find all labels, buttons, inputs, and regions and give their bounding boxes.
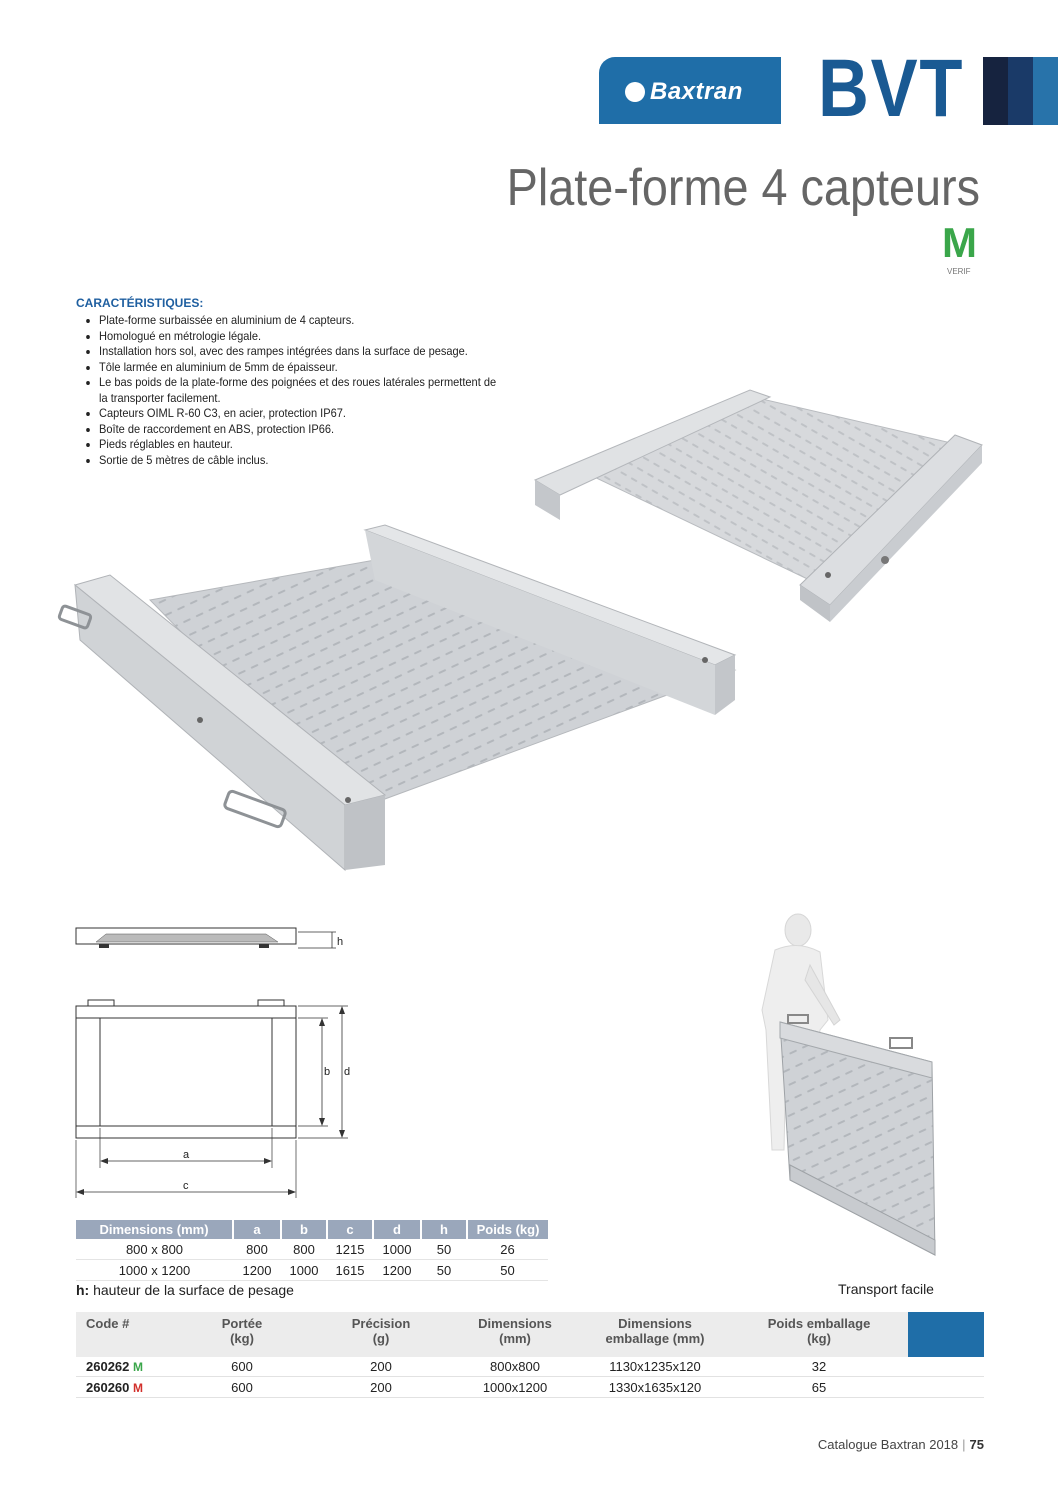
model-code: BVT bbox=[818, 43, 965, 134]
code-value: 260260 bbox=[86, 1380, 130, 1395]
drawing-label-d: d bbox=[344, 1066, 351, 1078]
feature-item: • Le bas poids de la plate-forme des poignées et des roues latérales permettent de la transporter facilement. bbox=[99, 375, 504, 406]
metrology-badge-red: M bbox=[133, 1381, 144, 1395]
feature-item: • Plate-forme surbaissée en aluminium de 4 capteurs. bbox=[99, 313, 504, 329]
drawing-label-c: c bbox=[183, 1180, 189, 1192]
table-cell: 800 bbox=[281, 1239, 327, 1260]
header-dimensions-emballage bbox=[595, 1316, 715, 1346]
header-dimemb-line1: Dimensions bbox=[618, 1316, 692, 1331]
page-footer bbox=[818, 1437, 984, 1452]
table-cell: 1000 bbox=[373, 1239, 421, 1260]
emballage-value: 1330x1635x120 bbox=[608, 1380, 702, 1395]
feature-item: • Sortie de 5 mètres de câble inclus. bbox=[99, 453, 504, 469]
portee-value: 600 bbox=[231, 1380, 253, 1395]
header-poids-line2: (kg) bbox=[807, 1331, 831, 1346]
emballage-value: 1130x1235x120 bbox=[609, 1359, 701, 1374]
header-dimensions bbox=[465, 1316, 565, 1346]
drawing-label-b: b bbox=[324, 1066, 331, 1078]
table-cell: 50 bbox=[421, 1239, 467, 1260]
row-divider bbox=[76, 1376, 984, 1377]
features-list bbox=[88, 313, 504, 468]
column-header: Dimensions (mm) bbox=[76, 1220, 233, 1239]
column-header: a bbox=[233, 1220, 281, 1239]
product-table-header-accent bbox=[908, 1312, 984, 1357]
baxtran-logo-icon bbox=[625, 82, 645, 102]
metrology-badge: M bbox=[942, 219, 977, 266]
page-title: Plate-forme 4 capteurs bbox=[506, 159, 980, 217]
column-header: c bbox=[327, 1220, 373, 1239]
h-note bbox=[76, 1282, 294, 1298]
column-header: b bbox=[281, 1220, 327, 1239]
poids-value: 65 bbox=[811, 1380, 827, 1395]
metrology-badge-green: M bbox=[133, 1360, 144, 1374]
header-dimensions-line2: (mm) bbox=[499, 1331, 531, 1346]
features-heading: CARACTÉRISTIQUES: bbox=[76, 296, 204, 310]
header-precision bbox=[336, 1316, 426, 1346]
product-code bbox=[86, 1359, 143, 1374]
feature-item: • Capteurs OIML R-60 C3, en acier, protection IP67. bbox=[99, 406, 504, 422]
header-portee bbox=[202, 1316, 282, 1346]
table-row bbox=[76, 1260, 548, 1281]
dimensions-table-header bbox=[76, 1220, 548, 1239]
column-header: h bbox=[421, 1220, 467, 1239]
h-note-text: hauteur de la surface de pesage bbox=[89, 1282, 294, 1298]
drawing-label-h: h bbox=[337, 936, 344, 948]
header-code: Code # bbox=[86, 1316, 130, 1331]
h-note-key: h: bbox=[76, 1282, 90, 1298]
feature-item: • Tôle larmée en aluminium de 5mm de épaisseur. bbox=[99, 360, 504, 376]
header-portee-line2: (kg) bbox=[230, 1331, 254, 1346]
product-code bbox=[86, 1380, 143, 1395]
verif-label: VERIF bbox=[947, 267, 971, 276]
header-precision-line1: Précision bbox=[351, 1316, 411, 1331]
transport-photo bbox=[750, 910, 950, 1275]
table-cell: 26 bbox=[467, 1239, 548, 1260]
page-number: 75 bbox=[969, 1437, 984, 1452]
poids-value: 32 bbox=[811, 1359, 827, 1374]
platform-photo-large bbox=[55, 520, 745, 880]
photo-caption: Transport facile bbox=[838, 1281, 934, 1297]
column-header: d bbox=[373, 1220, 421, 1239]
feature-item: • Homologué en métrologie légale. bbox=[99, 329, 504, 345]
table-cell: 1200 bbox=[233, 1260, 281, 1281]
brand-name: Baxtran bbox=[650, 78, 743, 105]
table-cell: 800 x 800 bbox=[76, 1239, 233, 1260]
code-value: 260262 bbox=[86, 1359, 130, 1374]
dimensions-table bbox=[76, 1220, 548, 1281]
feature-item: • Pieds réglables en hauteur. bbox=[99, 437, 504, 453]
header-dimensions-line1: Dimensions bbox=[478, 1316, 552, 1331]
table-cell: 50 bbox=[467, 1260, 548, 1281]
dimensions-value: 800x800 bbox=[490, 1359, 540, 1374]
header-poids-line1: Poids emballage bbox=[767, 1316, 871, 1331]
table-cell: 50 bbox=[421, 1260, 467, 1281]
table-cell: 1215 bbox=[327, 1239, 373, 1260]
header-precision-line2: (g) bbox=[372, 1331, 390, 1346]
accent-bar-1 bbox=[983, 57, 1008, 125]
feature-item: • Installation hors sol, avec des rampes intégrées dans la surface de pesage. bbox=[99, 344, 504, 360]
accent-bar-3 bbox=[1033, 57, 1058, 125]
table-cell: 800 bbox=[233, 1239, 281, 1260]
footer-catalogue: Catalogue Baxtran 2018 bbox=[817, 1437, 959, 1452]
table-cell: 1200 bbox=[373, 1260, 421, 1281]
footer-separator: | bbox=[962, 1437, 966, 1452]
technical-drawing bbox=[66, 920, 366, 1210]
dimensions-value: 1000x1200 bbox=[482, 1380, 548, 1395]
table-cell: 1000 bbox=[281, 1260, 327, 1281]
precision-value: 200 bbox=[370, 1359, 392, 1374]
accent-bar-2 bbox=[1008, 57, 1033, 125]
header-portee-line1: Portée bbox=[221, 1316, 263, 1331]
row-divider bbox=[76, 1397, 984, 1398]
precision-value: 200 bbox=[370, 1380, 392, 1395]
portee-value: 600 bbox=[231, 1359, 253, 1374]
feature-item: • Boîte de raccordement en ABS, protection IP66. bbox=[99, 422, 504, 438]
header-poids-emballage bbox=[755, 1316, 883, 1346]
table-cell: 1615 bbox=[327, 1260, 373, 1281]
header-dimemb-line2: emballage (mm) bbox=[605, 1331, 705, 1346]
table-cell: 1000 x 1200 bbox=[76, 1260, 233, 1281]
column-header: Poids (kg) bbox=[467, 1220, 548, 1239]
table-row bbox=[76, 1239, 548, 1260]
drawing-label-a: a bbox=[183, 1149, 190, 1161]
